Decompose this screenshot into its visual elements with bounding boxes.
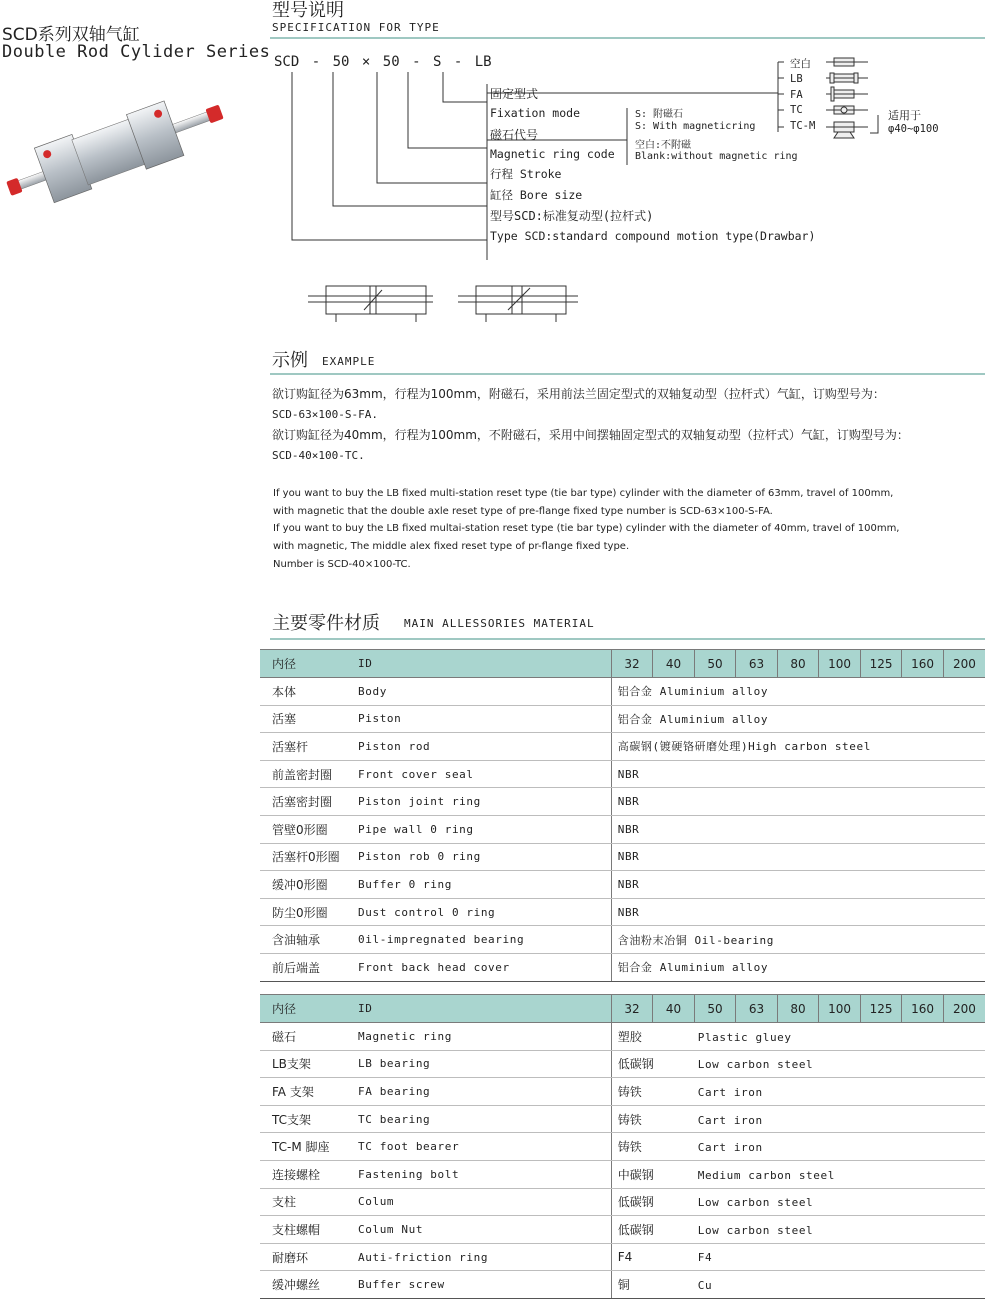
header-bore: 200 — [943, 995, 985, 1023]
example-cn-line: 欲订购缸径为63mm，行程为100mm，附磁石，采用前法兰固定型式的双轴复动型（拉杆式）气缸，订购型号为： — [272, 387, 885, 401]
part-name-en: Body — [346, 678, 611, 706]
header-bore-cn: 内径 — [260, 995, 346, 1023]
mount-type-icons — [826, 56, 870, 140]
code-series: SCD — [274, 54, 300, 70]
mount-option: TC-M — [790, 120, 816, 132]
materials-rule — [270, 638, 985, 640]
code-dash: - — [412, 54, 421, 70]
code-stroke: 50 — [382, 54, 400, 70]
table-row — [260, 1078, 985, 1106]
header-bore-cn: 内径 — [260, 650, 346, 678]
example-en-line: If you want to buy the LB fixed multai-station reset type (tie bar type) cylinder with the diameter of 40mm, travel of 100mm, — [273, 523, 900, 535]
part-name-cn: 管壁0形圈 — [260, 815, 346, 843]
material-en: Low carbon steel — [697, 1223, 814, 1237]
table-header-row — [260, 650, 985, 678]
part-name-cn: 连接螺栓 — [260, 1160, 346, 1188]
material-cn: 塑胶 — [617, 1029, 642, 1044]
header-bore: 32 — [611, 650, 653, 678]
part-material — [611, 1078, 985, 1106]
table-row — [260, 843, 985, 871]
part-material: 高碳钢(镀硬铬研磨处理)High carbon steel — [611, 733, 985, 761]
example-en-block — [273, 485, 900, 574]
part-material: NBR — [611, 898, 985, 926]
magnet-option: 空白:不附磁 — [635, 140, 692, 151]
table-row — [260, 926, 985, 954]
example-title-en: EXAMPLE — [322, 355, 376, 368]
material-cn: 铸铁 — [617, 1140, 642, 1155]
material-cn: 低碳钢 — [617, 1195, 654, 1210]
example-cn-line: SCD-40×100-TC. — [272, 448, 365, 462]
part-name-cn: 活塞杆 — [260, 733, 346, 761]
header-bore: 125 — [860, 995, 902, 1023]
header-bore: 80 — [777, 995, 819, 1023]
header-bore: 32 — [611, 995, 653, 1023]
example-rule — [270, 373, 985, 375]
part-name-en: Buffer 0 ring — [346, 871, 611, 899]
table-row — [260, 1105, 985, 1133]
header-bore: 50 — [694, 650, 736, 678]
spec-label-fix-cn: 固定型式 — [490, 87, 539, 101]
table-row — [260, 1133, 985, 1161]
part-name-en: Fastening bolt — [346, 1160, 611, 1188]
part-material: NBR — [611, 843, 985, 871]
part-name-en: Piston rob 0 ring — [346, 843, 611, 871]
part-name-en: Piston rod — [346, 733, 611, 761]
table-row — [260, 705, 985, 733]
table-row — [260, 1160, 985, 1188]
series-title-en: Double Rod Cylider Series — [2, 42, 271, 62]
cylinder-schematics — [308, 280, 583, 325]
part-name-en: Piston joint ring — [346, 788, 611, 816]
applies-label: 适用于 — [888, 109, 921, 122]
mount-option: LB — [790, 73, 803, 85]
example-en-line: If you want to buy the LB fixed multi-station reset type (tie bar type) cylinder with the diameter of 63mm, travel of 100mm, — [273, 488, 894, 499]
part-material — [611, 1105, 985, 1133]
table-row — [260, 1050, 985, 1078]
spec-label-mag-en: Magnetic ring code — [490, 147, 615, 161]
part-material — [611, 1160, 985, 1188]
material-en: Cu — [697, 1279, 713, 1293]
material-en: Low carbon steel — [697, 1058, 814, 1072]
applies-range: φ40~φ100 — [888, 123, 939, 135]
part-name-cn: 活塞密封圈 — [260, 788, 346, 816]
part-material — [611, 1133, 985, 1161]
part-name-cn: 支柱 — [260, 1188, 346, 1216]
part-material — [611, 1023, 985, 1051]
part-name-cn: TC支架 — [260, 1105, 346, 1133]
header-bore: 40 — [653, 650, 695, 678]
part-material: 铝合金 Aluminium alloy — [611, 678, 985, 706]
part-name-cn: 前盖密封圈 — [260, 760, 346, 788]
part-name-en: Piston — [346, 705, 611, 733]
series-title-cn: SCD系列双轴气缸 — [2, 25, 140, 45]
part-name-en: Dust control 0 ring — [346, 898, 611, 926]
part-name-cn: FA 支架 — [260, 1078, 346, 1106]
table-row — [260, 1216, 985, 1244]
material-cn: 铸铁 — [617, 1084, 642, 1099]
header-bore: 200 — [943, 650, 985, 678]
magnet-option: S: With magneticring — [635, 121, 756, 132]
part-name-cn: LB支架 — [260, 1050, 346, 1078]
example-cn-line: 欲订购缸径为40mm，行程为100mm，不附磁石，采用中间摆轴固定型式的双轴复动型（拉杆式）气缸，订购型号为： — [272, 428, 909, 442]
part-material: NBR — [611, 871, 985, 899]
code-magnet: S — [432, 54, 442, 70]
table-header-row — [260, 995, 985, 1023]
code-mount: LB — [474, 54, 492, 70]
header-bore: 50 — [694, 995, 736, 1023]
spec-label-type-en: Type SCD:standard compound motion type(Drawbar) — [490, 229, 816, 243]
table-row — [260, 871, 985, 899]
part-name-en: Colum Nut — [346, 1216, 611, 1244]
material-cn: 铸铁 — [617, 1112, 642, 1127]
part-name-en: Pipe wall 0 ring — [346, 815, 611, 843]
part-material — [611, 1243, 985, 1271]
magnet-option: S: 附磁石 — [635, 109, 684, 120]
material-en: Cart iron — [697, 1113, 763, 1127]
header-bore: 160 — [902, 995, 944, 1023]
table-row — [260, 1243, 985, 1271]
header-bore: 63 — [736, 995, 778, 1023]
table-row — [260, 678, 985, 706]
code-dash: - — [311, 54, 321, 70]
part-name-en: TC foot bearer — [346, 1133, 611, 1161]
magnet-option: Blank:without magnetic ring — [635, 151, 798, 162]
material-en: Cart iron — [697, 1085, 763, 1099]
header-bore: 100 — [819, 995, 861, 1023]
code-times: × — [361, 54, 371, 70]
material-cn: 铜 — [617, 1278, 630, 1293]
table-row — [260, 815, 985, 843]
header-id: ID — [346, 995, 611, 1023]
material-en: Medium carbon steel — [697, 1168, 835, 1182]
part-material: 含油粉末冶铜 Oil-bearing — [611, 926, 985, 954]
part-name-cn: 缓冲螺丝 — [260, 1271, 346, 1299]
part-material: NBR — [611, 760, 985, 788]
part-material — [611, 1188, 985, 1216]
table-row — [260, 898, 985, 926]
spec-title-cn: 型号说明 — [272, 0, 344, 21]
example-en-line: with magnetic, The middle alex fixed reset type of pr-flange fixed type. — [273, 541, 630, 553]
table-row — [260, 760, 985, 788]
material-cn: F4 — [617, 1250, 633, 1265]
material-cn: 低碳钢 — [617, 1222, 654, 1237]
material-cn: 中碳钢 — [617, 1167, 654, 1182]
part-name-cn: TC-M 脚座 — [260, 1133, 346, 1161]
part-material — [611, 1216, 985, 1244]
part-name-en: Front cover seal — [346, 760, 611, 788]
material-en: F4 — [697, 1251, 713, 1265]
header-bore: 80 — [777, 650, 819, 678]
part-name-cn: 支柱螺帽 — [260, 1216, 346, 1244]
table-row — [260, 1188, 985, 1216]
part-name-en: TC bearing — [346, 1105, 611, 1133]
materials-title-cn: 主要零件材质 — [272, 613, 380, 634]
part-material: NBR — [611, 788, 985, 816]
materials-table-1 — [260, 649, 985, 982]
header-bore: 40 — [653, 995, 695, 1023]
part-name-cn: 活塞 — [260, 705, 346, 733]
example-title-cn: 示例 — [272, 350, 308, 371]
table-row — [260, 1023, 985, 1051]
example-cn-line: SCD-63×100-S-FA. — [272, 407, 378, 421]
part-material — [611, 1271, 985, 1299]
mount-option: FA — [790, 89, 803, 101]
part-name-cn: 含油轴承 — [260, 926, 346, 954]
header-id: ID — [346, 650, 611, 678]
part-name-en: 0il-impregnated bearing — [346, 926, 611, 954]
part-name-en: Front back head cover — [346, 953, 611, 981]
code-dash: - — [453, 54, 463, 70]
example-en-line: with magnetic that the double axle reset type of pre-flange fixed type number is SCD-63×100-S-FA. — [273, 505, 773, 517]
material-cn: 低碳钢 — [617, 1057, 654, 1072]
material-en: Low carbon steel — [697, 1196, 814, 1210]
materials-table-2 — [260, 994, 985, 1299]
material-en: Cart iron — [697, 1141, 763, 1155]
spec-label-mag-cn: 磁石代号 — [490, 128, 539, 142]
mount-option: TC — [790, 104, 803, 116]
part-name-en: FA bearing — [346, 1078, 611, 1106]
spec-label-bore: 缸径 Bore size — [490, 188, 583, 202]
part-material: 铝合金 Aluminium alloy — [611, 705, 985, 733]
header-bore: 100 — [819, 650, 861, 678]
material-en: Plastic gluey — [697, 1030, 792, 1044]
example-cn-block — [272, 384, 909, 466]
spec-title-en: SPECIFICATION FOR TYPE — [272, 21, 440, 34]
part-name-en: Magnetic ring — [346, 1023, 611, 1051]
table-row — [260, 733, 985, 761]
table-row — [260, 1271, 985, 1299]
header-bore: 160 — [902, 650, 944, 678]
spec-label-stroke: 行程 Stroke — [490, 167, 562, 181]
header-bore: 63 — [736, 650, 778, 678]
part-name-en: Buffer screw — [346, 1271, 611, 1299]
part-name-cn: 本体 — [260, 678, 346, 706]
spec-label-fix-en: Fixation mode — [490, 106, 581, 120]
part-material — [611, 1050, 985, 1078]
mount-option: 空白 — [790, 58, 811, 70]
part-name-cn: 缓冲0形圈 — [260, 871, 346, 899]
part-name-cn: 防尘0形圈 — [260, 898, 346, 926]
example-en-line: Number is SCD-40×100-TC. — [273, 558, 411, 570]
part-name-cn: 耐磨环 — [260, 1243, 346, 1271]
header-bore: 125 — [860, 650, 902, 678]
part-name-en: LB bearing — [346, 1050, 611, 1078]
materials-title-en: MAIN ALLESSORIES MATERIAL — [404, 617, 595, 630]
part-name-en: Auti-friction ring — [346, 1243, 611, 1271]
code-bore: 50 — [332, 54, 350, 70]
table-row — [260, 953, 985, 981]
part-name-en: Colum — [346, 1188, 611, 1216]
part-name-cn: 活塞杆0形圈 — [260, 843, 346, 871]
part-material: 铝合金 Aluminium alloy — [611, 953, 985, 981]
spec-label-type-cn: 型号SCD:标准复动型(拉杆式) — [490, 209, 654, 223]
part-material: NBR — [611, 815, 985, 843]
part-name-cn: 前后端盖 — [260, 953, 346, 981]
table-row — [260, 788, 985, 816]
part-name-cn: 磁石 — [260, 1023, 346, 1051]
